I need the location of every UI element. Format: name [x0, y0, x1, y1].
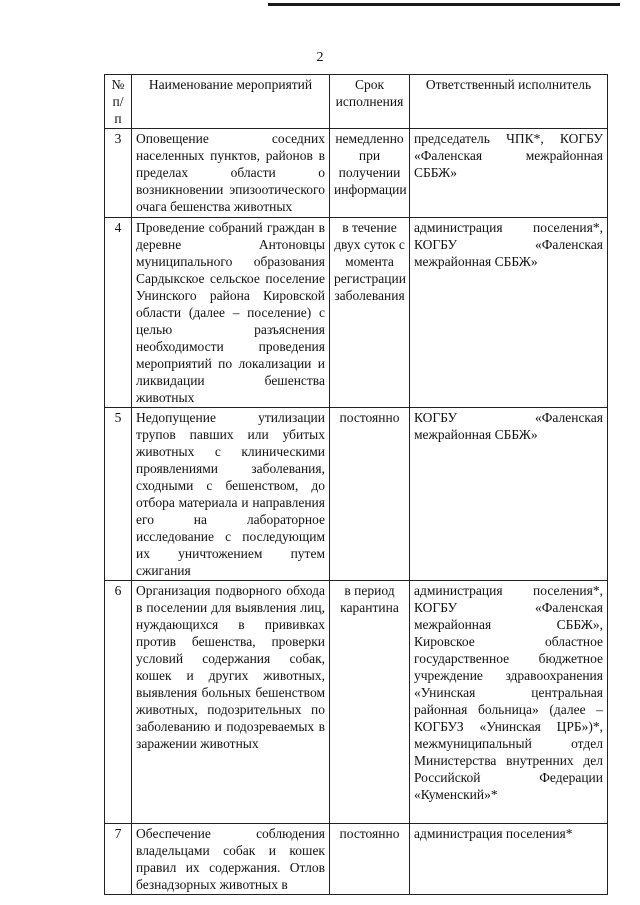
page-number: 2 [316, 50, 324, 65]
row-name: Проведение собраний граждан в деревне Антоновцы муниципального образования Сардыкское сельское поселение Унинского района Кировской области (далее – поселение) с целью разъяснения необходимости проведения мероприятий по локализации и ликвидации бешенства животных [132, 218, 330, 408]
row-num: 4 [105, 218, 132, 408]
row-name: Оповещение соседних населенных пунктов, районов в пределах области о возникновении эпизоотического очага бешенства животных [132, 129, 330, 218]
row-term: постоянно [330, 408, 410, 581]
table-row [105, 408, 608, 581]
table-row [105, 218, 608, 408]
row-responsible: администрация поселения*, КОГБУ «Фаленская межрайонная СББЖ», Кировское областное государственное бюджетное учреждение здравоохранения «Унинская центральная районная больница» (далее – КОГБУЗ «Унинская ЦРБ»)*, межмуниципальный отдел Министерства внутренних дел Российской Федерации «Куменский»* [410, 581, 608, 824]
row-responsible: председатель ЧПК*, КОГБУ «Фаленская межрайонная СББЖ» [410, 129, 608, 218]
row-num: 3 [105, 129, 132, 218]
table-header-row [105, 75, 608, 129]
row-responsible: КОГБУ «Фаленская межрайонная СББЖ» [410, 408, 608, 581]
row-term: в течение двух суток с момента регистрации заболевания [330, 218, 410, 408]
row-responsible: администрация поселения*, КОГБУ «Фаленская межрайонная СББЖ» [410, 218, 608, 408]
row-num: 7 [105, 824, 132, 895]
row-name: Организация подворного обхода в поселении для выявления лиц, нуждающихся в прививках против бешенства, проверки условий содержания собак, кошек и других животных, выявления больных бешенством животных, подозрительных по заболеванию и подозреваемых в заражении животных [132, 581, 330, 824]
table-row [105, 824, 608, 895]
row-num: 5 [105, 408, 132, 581]
row-term: постоянно [330, 824, 410, 895]
table-row [105, 129, 608, 218]
row-responsible: администрация поселения* [410, 824, 608, 895]
row-term: в период карантина [330, 581, 410, 824]
header-term: Срок исполнения [330, 75, 410, 129]
table-row [105, 581, 608, 824]
scan-top-line [268, 3, 620, 6]
measures-table [104, 74, 608, 895]
header-name: Наименование мероприятий [132, 75, 330, 129]
header-responsible: Ответственный исполнитель [410, 75, 608, 129]
row-name: Обеспечение соблюдения владельцами собак и кошек правил их содержания. Отлов безнадзорных животных в [132, 824, 330, 895]
header-num: № п/п [105, 75, 132, 129]
row-num: 6 [105, 581, 132, 824]
row-term: немедленно при получении информации [330, 129, 410, 218]
row-name: Недопущение утилизации трупов павших или убитых животных с клиническими проявлениями заболевания, сходными с бешенством, до отбора материала и направления его на лабораторное исследование с последующим их уничтожением путем сжигания [132, 408, 330, 581]
